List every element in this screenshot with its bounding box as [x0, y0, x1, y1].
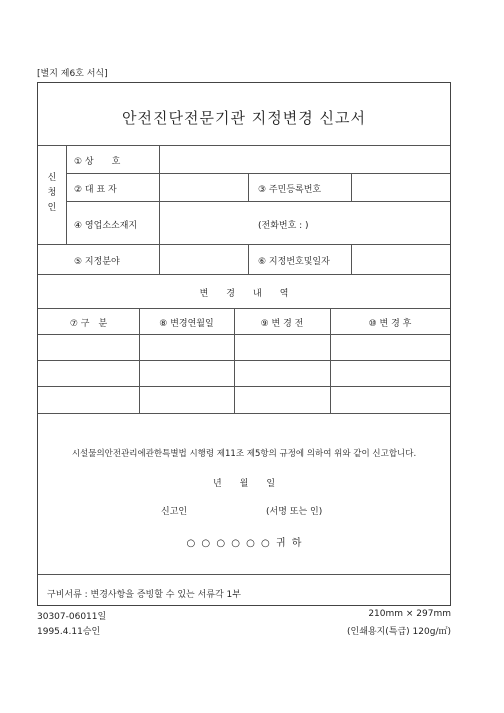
table-row[interactable]: [38, 335, 450, 360]
declaration-statement: 시설물의안전관리에관한특별법 시행령 제11조 제5항의 규정에 의하여 위와 같이 신고합니다.: [71, 449, 417, 459]
address-label: ④ 영업소소재지: [74, 221, 138, 231]
business-name-field[interactable]: [160, 146, 450, 173]
designation-number-date-input[interactable]: [352, 245, 450, 274]
business-name-label: ① 상 호: [74, 157, 121, 167]
paper-size: 210mm × 297mm: [368, 609, 451, 619]
phone-label: (전화번호 : ): [258, 221, 309, 231]
required-documents: 구비서류 : 변경사항을 증빙할 수 있는 서류각 1부: [47, 590, 241, 600]
divider: [248, 244, 249, 274]
changes-header-before: ⑨ 변 경 전: [260, 319, 304, 329]
designation-number-date-label: ⑥ 지정번호및일자: [258, 257, 330, 267]
form-title: 안전진단전문기관 지정변경 신고서: [122, 109, 366, 127]
changes-header-category: ⑦ 구 분: [69, 319, 108, 329]
representative-field[interactable]: [160, 174, 248, 201]
changes-header-after: ⑩ 변 경 후: [368, 319, 412, 329]
divider: [66, 145, 67, 244]
designation-field-input[interactable]: [160, 245, 248, 274]
applicant-char-1: 신: [47, 173, 57, 183]
paper-type: (인쇄용지(특급) 120g/㎡): [347, 627, 451, 637]
form-code: 30307-06011일: [37, 612, 107, 622]
designation-field-label: ⑤ 지정분야: [74, 257, 120, 267]
resident-number-label: ③ 주민등록번호: [258, 185, 322, 195]
signature-label: (서명 또는 인): [266, 507, 323, 517]
recipient-label: ○ ○ ○ ○ ○ ○ 귀 하: [186, 538, 302, 549]
divider: [38, 574, 450, 575]
report-form: [37, 82, 451, 606]
table-row[interactable]: [38, 361, 450, 386]
declaration-date: 년 월 일: [212, 479, 276, 489]
applicant-char-3: 인: [47, 203, 57, 213]
applicant-char-2: 청: [47, 188, 57, 198]
approval-date: 1995.4.11승인: [37, 627, 101, 637]
changes-header-date: ⑧ 변경연월일: [159, 319, 214, 329]
resident-number-field[interactable]: [352, 174, 450, 201]
reporter-label: 신고인: [161, 507, 188, 517]
divider: [248, 173, 249, 201]
representative-label: ② 대 표 자: [74, 185, 117, 195]
reporter-name-field[interactable]: [194, 501, 264, 516]
divider: [38, 274, 450, 275]
divider: [38, 413, 450, 414]
table-row[interactable]: [38, 387, 450, 412]
form-number: [별지 제6호 서식]: [37, 69, 108, 79]
divider: [38, 308, 450, 309]
changes-section-title: 변 경 내 역: [199, 289, 289, 299]
applicant-section-label: [38, 171, 66, 216]
